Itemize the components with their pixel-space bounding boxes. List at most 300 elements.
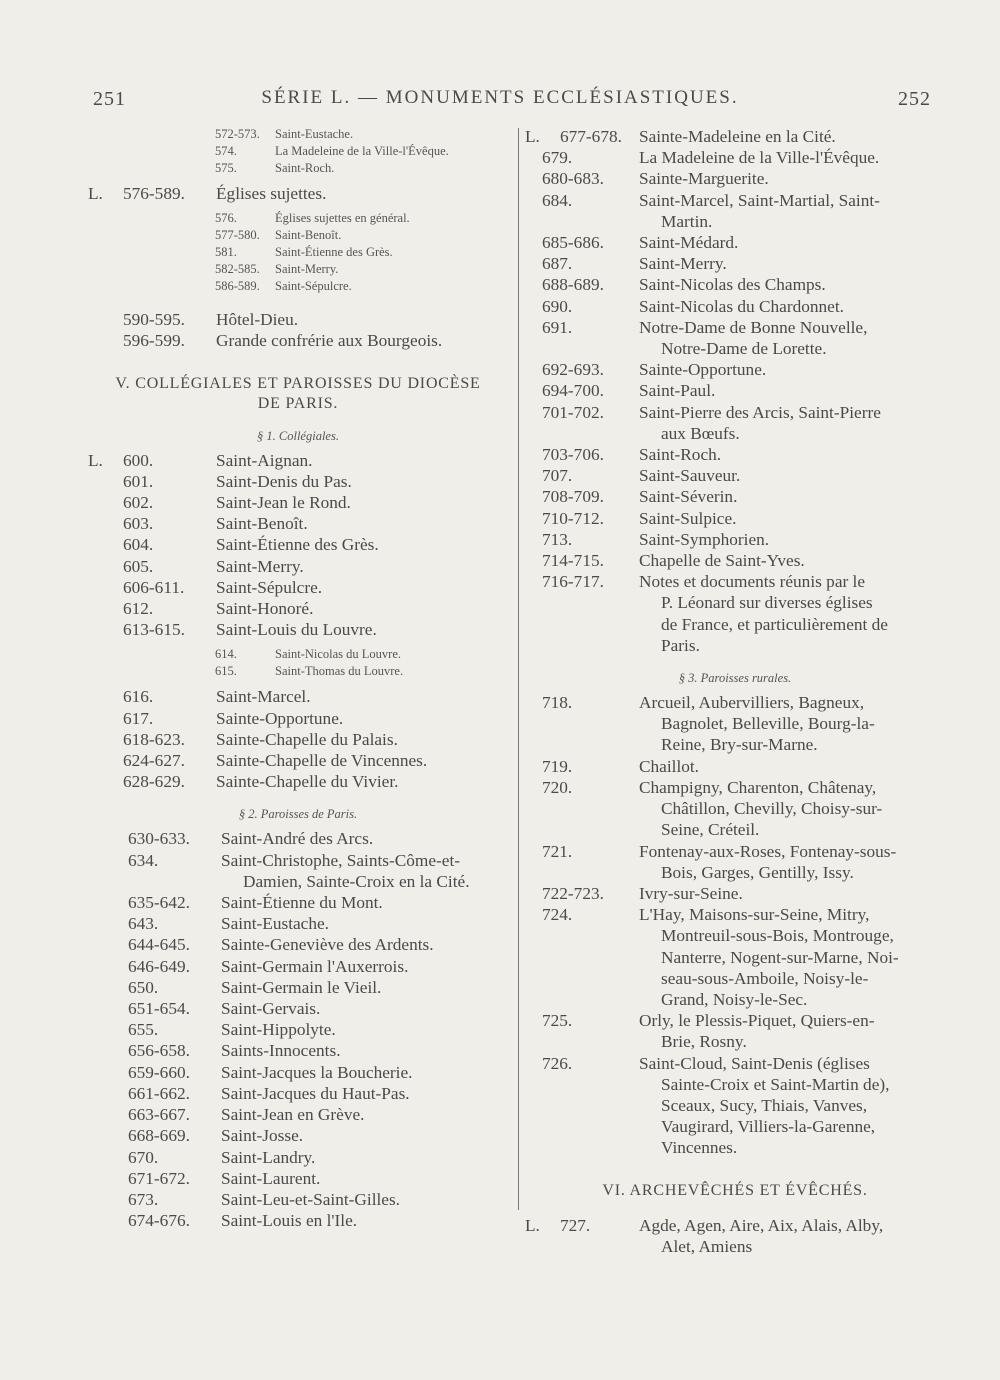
- indent: [525, 317, 542, 359]
- entry-text: Saint-Josse.: [221, 1126, 304, 1146]
- entry-number: 576-589.: [123, 184, 185, 203]
- subentry-text: La Madeleine de la Ville-l'Évêque.: [275, 144, 449, 158]
- entry-row: [88, 1210, 508, 1231]
- entry-text: Saint-Marcel.: [216, 687, 311, 707]
- indent: [88, 1040, 128, 1061]
- indent: [525, 380, 542, 401]
- entry-row: [525, 571, 945, 656]
- entry-text: Saint-Sauveur.: [639, 466, 741, 486]
- entry-number: 701-702.: [542, 402, 604, 422]
- entry-text: La Madeleine de la Ville-l'Évêque.: [639, 148, 880, 168]
- indent: [88, 1168, 128, 1189]
- indent: [88, 330, 123, 351]
- subentry-text: Saint-Étienne des Grès.: [275, 245, 393, 260]
- entry-row: [88, 450, 508, 471]
- subentry-text: Églises sujettes en général.: [275, 211, 410, 226]
- entry-row: [88, 828, 508, 849]
- entry-text: Saint-Laurent.: [221, 1168, 321, 1188]
- indent: [88, 708, 123, 729]
- indent: [88, 534, 123, 555]
- entry-row: [88, 1040, 508, 1061]
- entry-number: 655.: [128, 1020, 159, 1040]
- entry-text: Églises sujettes.: [216, 184, 327, 203]
- entry-row: [525, 692, 945, 756]
- entry-row: [88, 708, 508, 729]
- entry-text: Notre-Dame de Bonne Nouvelle, Notre-Dame de Lorette.: [639, 317, 945, 359]
- subentry-row: [88, 261, 508, 278]
- entry-row: [88, 1189, 508, 1210]
- indent: [525, 359, 542, 380]
- indent: [88, 828, 128, 849]
- entry-row: [525, 296, 945, 317]
- entry-text: Saint-Germain le Vieil.: [221, 977, 382, 997]
- entry-row: [88, 513, 508, 534]
- entry-text-continuation: Vaugirard, Villiers-la-Garenne,: [661, 1117, 876, 1137]
- entry-text: Notes et documents réunis par le P. Léonard sur diverses églises de France, et particulièrement de Paris.: [639, 571, 945, 656]
- indent: [88, 309, 123, 330]
- indent: [525, 508, 542, 529]
- entry-number: 600.: [123, 450, 154, 470]
- entry-text-continuation: de France, et particulièrement de: [661, 614, 888, 634]
- entry-row: [88, 850, 508, 892]
- subentry-text: Saint-Thomas du Louvre.: [275, 664, 404, 679]
- entry-number: 643.: [128, 914, 159, 934]
- entry-number: 726.: [542, 1053, 573, 1073]
- entry-text: Fontenay-aux-Roses, Fontenay-sous- Bois, Garges, Gentilly, Issy.: [639, 841, 945, 883]
- entry-number: 668-669.: [128, 1126, 190, 1146]
- subentry-text: Saint-Nicolas du Louvre.: [275, 647, 402, 662]
- entry-row: [525, 444, 945, 465]
- indent: [88, 1083, 128, 1104]
- entry-text: Saint-Médard.: [639, 233, 739, 253]
- entry-row: [88, 913, 508, 934]
- entry-number: 601.: [123, 471, 154, 491]
- entry-text: Saint-Merry.: [639, 254, 727, 274]
- subentry-number: 614.: [215, 647, 237, 662]
- entry-row: [525, 904, 945, 1010]
- entry-text: Saint-Séverin.: [639, 487, 738, 507]
- entry-number: 612.: [123, 599, 154, 619]
- series-letter: L.: [525, 127, 540, 146]
- subentry-number: 572-573.: [215, 127, 260, 141]
- entry-row: [525, 1010, 945, 1052]
- entry-number: 721.: [542, 841, 573, 861]
- indent: [88, 686, 123, 707]
- entry-row: [525, 550, 945, 571]
- entry-row: [88, 892, 508, 913]
- entry-row: [525, 274, 945, 295]
- entry-number: 661-662.: [128, 1083, 190, 1103]
- indent: [88, 977, 128, 998]
- right-column: [525, 126, 945, 1257]
- entry-text: Sainte-Geneviève des Ardents.: [221, 935, 434, 955]
- entry-text: Saint-Leu-et-Saint-Gilles.: [221, 1189, 401, 1209]
- indent: [88, 750, 123, 771]
- entry-number: 714-715.: [542, 551, 604, 571]
- indent: [88, 577, 123, 598]
- entry-row: [88, 1062, 508, 1083]
- subentry-text: Saint-Merry.: [275, 262, 339, 277]
- subsection-heading: § 2. Paroisses de Paris.: [238, 807, 358, 822]
- subentry-number: 581.: [215, 245, 237, 260]
- entry-row: [88, 1125, 508, 1146]
- entry-number: 677-678.: [560, 127, 622, 146]
- entry-text: Saint-Merry.: [216, 556, 304, 576]
- entry-row: [525, 380, 945, 401]
- entry-number: 634.: [128, 850, 159, 870]
- section-heading: V. COLLÉGIALES ET PAROISSES DU DIOCÈSE DE PARIS.: [115, 374, 481, 412]
- indent: [525, 190, 542, 232]
- entry-number: 692-693.: [542, 360, 604, 380]
- entry-number: 659-660.: [128, 1062, 190, 1082]
- entry-number: 671-672.: [128, 1168, 190, 1188]
- entry-text: Sainte-Chapelle du Vivier.: [216, 772, 399, 792]
- entry-text: Saint-Pierre des Arcis, Saint-Pierre aux Bœufs.: [639, 402, 945, 444]
- indent: [525, 883, 542, 904]
- series-letter: L.: [88, 184, 103, 203]
- entry-row: [525, 190, 945, 232]
- entry-number: 590-595.: [123, 310, 185, 330]
- entry-text: Sainte-Madeleine en la Cité.: [639, 127, 836, 146]
- entry-number: 644-645.: [128, 935, 190, 955]
- entry-row: [88, 977, 508, 998]
- subentry-row: [88, 227, 508, 244]
- entry-text: Saint-Louis en l'Ile.: [221, 1211, 358, 1231]
- entry-text: Sainte-Chapelle de Vincennes.: [216, 751, 428, 771]
- entry-row: [88, 492, 508, 513]
- entry-row: [525, 1215, 945, 1257]
- indent: [525, 232, 542, 253]
- entry-row: [88, 956, 508, 977]
- entry-text: Saint-Sépulcre.: [216, 577, 323, 597]
- indent: [525, 402, 542, 444]
- subentry-row: [88, 210, 508, 227]
- entry-row: [525, 317, 945, 359]
- subentry-number: 615.: [215, 664, 237, 679]
- entry-row: [88, 729, 508, 750]
- subentry-row: [88, 160, 508, 177]
- entry-row: [88, 471, 508, 492]
- indent: [525, 904, 542, 1010]
- indent: [525, 841, 542, 883]
- subentry-row: [88, 663, 508, 680]
- indent: [525, 692, 542, 756]
- entry-row: [88, 934, 508, 955]
- series-letter: L.: [88, 450, 103, 470]
- entry-number: 719.: [542, 756, 573, 776]
- entry-row: [525, 756, 945, 777]
- entry-number: 722-723.: [542, 883, 604, 903]
- subsection-heading: § 3. Paroisses rurales.: [678, 671, 792, 686]
- entry-text: Ivry-sur-Seine.: [639, 883, 743, 903]
- indent: [88, 998, 128, 1019]
- entry-number: 617.: [123, 708, 154, 728]
- entry-text: Saint-Roch.: [639, 445, 722, 465]
- indent: [88, 1019, 128, 1040]
- entry-text: Orly, le Plessis-Piquet, Quiers-en- Brie, Rosny.: [639, 1010, 945, 1052]
- entry-text-continuation: Damien, Sainte-Croix en la Cité.: [243, 871, 470, 891]
- entry-number: 707.: [542, 466, 573, 486]
- entry-text-continuation: Vincennes.: [661, 1138, 738, 1158]
- entry-text-continuation: Martin.: [661, 211, 713, 231]
- indent: [525, 571, 542, 656]
- entry-number: 651-654.: [128, 999, 190, 1019]
- subentry-text: Saint-Roch.: [275, 161, 335, 175]
- left-column: [88, 126, 508, 1231]
- entry-number: 713.: [542, 529, 573, 549]
- entry-text: Saint-André des Arcs.: [221, 829, 374, 849]
- entry-text: Saints-Innocents.: [221, 1041, 341, 1061]
- entry-number: 687.: [542, 254, 573, 274]
- indent: [88, 556, 123, 577]
- indent: [88, 729, 123, 750]
- entry-row: [525, 147, 945, 168]
- entry-text-continuation: Montreuil-sous-Bois, Montrouge,: [661, 926, 894, 946]
- entry-row: [525, 841, 945, 883]
- entry-text-continuation: Notre-Dame de Lorette.: [661, 339, 827, 359]
- entry-row: [88, 309, 508, 330]
- page-number-right: 252: [898, 88, 931, 110]
- entry-row: [88, 750, 508, 771]
- section-heading: VI. ARCHEVÊCHÉS ET ÉVÊCHÉS.: [602, 1181, 868, 1199]
- entry-number: 618-623.: [123, 729, 185, 749]
- entry-number: 596-599.: [123, 331, 185, 351]
- entry-text: Champigny, Charenton, Châtenay, Châtillon, Chevilly, Choisy-sur- Seine, Créteil.: [639, 777, 945, 841]
- entry-text: L'Hay, Maisons-sur-Seine, Mitry, Montreuil-sous-Bois, Montrouge, Nanterre, Nogent-sur-Marne, Noi- seau-sous-Amboile, Noisy-le- Grand, Noisy-le-Sec.: [639, 904, 945, 1010]
- entry-text-continuation: Brie, Rosny.: [661, 1032, 747, 1052]
- entry-number: 606-611.: [123, 577, 185, 597]
- entry-text: Sainte-Opportune.: [216, 708, 344, 728]
- entry-row: [525, 232, 945, 253]
- indent: [88, 1125, 128, 1146]
- indent: [88, 619, 123, 640]
- entry-number: 720.: [542, 777, 573, 797]
- entry-number: 724.: [542, 905, 573, 925]
- entry-text: Saint-Sulpice.: [639, 508, 737, 528]
- indent: [88, 1062, 128, 1083]
- indent: [525, 274, 542, 295]
- entry-text: Saint-Étienne des Grès.: [216, 535, 379, 555]
- indent: [525, 147, 542, 168]
- indent: [525, 253, 542, 274]
- indent: [525, 168, 542, 189]
- entry-row: [525, 883, 945, 904]
- entry-number: 716-717.: [542, 572, 604, 592]
- entry-text: Sainte-Marguerite.: [639, 169, 769, 189]
- entry-text: Saint-Honoré.: [216, 599, 314, 619]
- entry-row: [525, 402, 945, 444]
- indent: [88, 1210, 128, 1231]
- indent: [525, 777, 542, 841]
- entry-number: 674-676.: [128, 1211, 190, 1231]
- subentry-row: [88, 244, 508, 261]
- entry-row: [525, 777, 945, 841]
- entry-text-continuation: aux Bœufs.: [661, 423, 740, 443]
- subentry-number: 582-585.: [215, 262, 260, 277]
- entry-number: 656-658.: [128, 1041, 190, 1061]
- indent: [88, 913, 128, 934]
- entry-text: Arcueil, Aubervilliers, Bagneux, Bagnolet, Belleville, Bourg-la- Reine, Bry-sur-Marne.: [639, 692, 945, 756]
- entry-row: [525, 465, 945, 486]
- entry-text: Saint-Denis du Pas.: [216, 471, 352, 491]
- entry-row: [525, 359, 945, 380]
- subentry-text: Saint-Benoît.: [275, 228, 342, 243]
- entry-number: 646-649.: [128, 956, 190, 976]
- entry-text: Saint-Aignan.: [216, 450, 313, 470]
- subentry-row: [88, 126, 508, 143]
- entry-number: 694-700.: [542, 381, 604, 401]
- subentry-number: 575.: [215, 161, 237, 175]
- entry-text: Saint-Symphorien.: [639, 529, 770, 549]
- entry-row: [88, 598, 508, 619]
- entry-number: 703-706.: [542, 445, 604, 465]
- indent: [88, 1147, 128, 1168]
- indent: [525, 550, 542, 571]
- indent: [525, 1053, 542, 1159]
- entry-number: 684.: [542, 190, 573, 210]
- entry-number: 688-689.: [542, 275, 604, 295]
- entry-text: Sainte-Opportune.: [639, 360, 767, 380]
- indent: [525, 486, 542, 507]
- indent: [525, 529, 542, 550]
- entry-text: Chapelle de Saint-Yves.: [639, 551, 805, 571]
- entry-number: 635-642.: [128, 893, 190, 913]
- entry-number: 691.: [542, 317, 573, 337]
- entry-row: [88, 1019, 508, 1040]
- page-number-left: 251: [93, 88, 126, 110]
- entry-number: 710-712.: [542, 508, 604, 528]
- entry-number: 650.: [128, 977, 159, 997]
- entry-text-continuation: Nanterre, Nogent-sur-Marne, Noi-: [661, 947, 899, 967]
- subentry-row: [88, 143, 508, 160]
- entry-text: Saint-Étienne du Mont.: [221, 893, 383, 913]
- subentry-number: 577-580.: [215, 228, 260, 243]
- entry-row: [88, 556, 508, 577]
- entry-number: 680-683.: [542, 169, 604, 189]
- entry-number: 727.: [560, 1215, 591, 1235]
- indent: [525, 756, 542, 777]
- entry-number: 670.: [128, 1147, 159, 1167]
- entry-number: 628-629.: [123, 772, 185, 792]
- entry-text: Saint-Jean le Rond.: [216, 493, 351, 513]
- entry-number: 673.: [128, 1189, 159, 1209]
- entry-text: Saint-Nicolas du Chardonnet.: [639, 296, 844, 316]
- entry-row: [525, 253, 945, 274]
- entry-row: [525, 529, 945, 550]
- indent: [88, 850, 128, 892]
- entry-text: Saint-Cloud, Saint-Denis (églises Sainte-Croix et Saint-Martin de), Sceaux, Sucy, Thiais, Vanves, Vaugirard, Villiers-la-Garenne, Vincennes.: [639, 1053, 945, 1159]
- indent: [88, 471, 123, 492]
- entry-text-continuation: Grand, Noisy-le-Sec.: [661, 989, 808, 1009]
- entry-text: Agde, Agen, Aire, Aix, Alais, Alby, Alet, Amiens: [639, 1215, 884, 1256]
- entry-text: Saint-Benoît.: [216, 514, 308, 534]
- entry-text: Sainte-Chapelle du Palais.: [216, 729, 398, 749]
- entry-text: Saint-Paul.: [639, 381, 716, 401]
- entry-row: [88, 1147, 508, 1168]
- indent: [525, 296, 542, 317]
- entry-number: 663-667.: [128, 1105, 190, 1125]
- subentry-number: 576.: [215, 211, 237, 226]
- indent: [525, 1010, 542, 1052]
- entry-text-continuation: Sceaux, Sucy, Thiais, Vanves,: [661, 1095, 868, 1115]
- entry-number: 690.: [542, 296, 573, 316]
- entry-text: Saint-Jean en Grève.: [221, 1105, 365, 1125]
- entry-row: [88, 686, 508, 707]
- entry-text-continuation: Sainte-Croix et Saint-Martin de),: [661, 1074, 890, 1094]
- entry-text-continuation: Bagnolet, Belleville, Bourg-la-: [661, 714, 875, 734]
- entry-text: Saint-Louis du Louvre.: [216, 620, 377, 640]
- indent: [88, 956, 128, 977]
- entry-text: Saint-Gervais.: [221, 999, 321, 1019]
- entry-text: Chaillot.: [639, 756, 700, 776]
- indent: [525, 465, 542, 486]
- entry-row: [525, 1053, 945, 1159]
- subentry-text: Saint-Sépulcre.: [275, 279, 352, 294]
- entry-row: [88, 534, 508, 555]
- entry-text: Saint-Germain l'Auxerrois.: [221, 956, 409, 976]
- entry-row: [88, 771, 508, 792]
- indent: [88, 598, 123, 619]
- entry-number: 602.: [123, 493, 154, 513]
- entry-row: [88, 1168, 508, 1189]
- entry-number: 725.: [542, 1011, 573, 1031]
- entry-number: 624-627.: [123, 751, 185, 771]
- entry-text-continuation: Paris.: [661, 635, 700, 655]
- entry-number: 603.: [123, 514, 154, 534]
- series-letter: L.: [525, 1215, 540, 1235]
- entry-text-continuation: Bois, Garges, Gentilly, Issy.: [661, 862, 854, 882]
- indent: [88, 892, 128, 913]
- subentry-row: [88, 646, 508, 663]
- subentry-number: 586-589.: [215, 279, 260, 294]
- entry-row: [88, 330, 508, 351]
- entry-number: 708-709.: [542, 487, 604, 507]
- indent: [525, 444, 542, 465]
- indent: [88, 934, 128, 955]
- entry-row: [88, 183, 508, 204]
- entry-text: Saint-Hippolyte.: [221, 1020, 336, 1040]
- entry-row: [88, 577, 508, 598]
- subentry-text: Saint-Eustache.: [275, 127, 354, 141]
- indent: [88, 1189, 128, 1210]
- entry-number: 685-686.: [542, 233, 604, 253]
- entry-number: 616.: [123, 687, 154, 707]
- indent: [88, 513, 123, 534]
- column-divider: [518, 128, 519, 1210]
- entry-text: Hôtel-Dieu.: [216, 310, 299, 330]
- entry-text: Saint-Jacques du Haut-Pas.: [221, 1083, 410, 1103]
- entry-text-continuation: Reine, Bry-sur-Marne.: [661, 735, 818, 755]
- entry-text-continuation: Châtillon, Chevilly, Choisy-sur-: [661, 799, 883, 819]
- entry-row: [525, 508, 945, 529]
- entry-row: [88, 998, 508, 1019]
- subentry-row: [88, 278, 508, 295]
- entry-number: 604.: [123, 535, 154, 555]
- entry-text-continuation: seau-sous-Amboile, Noisy-le-: [661, 968, 869, 988]
- running-header: [0, 82, 1000, 116]
- subentry-number: 574.: [215, 144, 237, 158]
- entry-row: [525, 168, 945, 189]
- subsection-heading: § 1. Collégiales.: [257, 428, 339, 443]
- entry-number: 679.: [542, 148, 573, 168]
- entry-text: Saint-Marcel, Saint-Martial, Saint- Martin.: [639, 190, 945, 232]
- entry-row: [88, 1104, 508, 1125]
- entry-row: [88, 619, 508, 640]
- indent: [88, 771, 123, 792]
- entry-row: [525, 126, 945, 147]
- entry-text: Saint-Nicolas des Champs.: [639, 275, 826, 295]
- entry-text: Saint-Eustache.: [221, 914, 329, 934]
